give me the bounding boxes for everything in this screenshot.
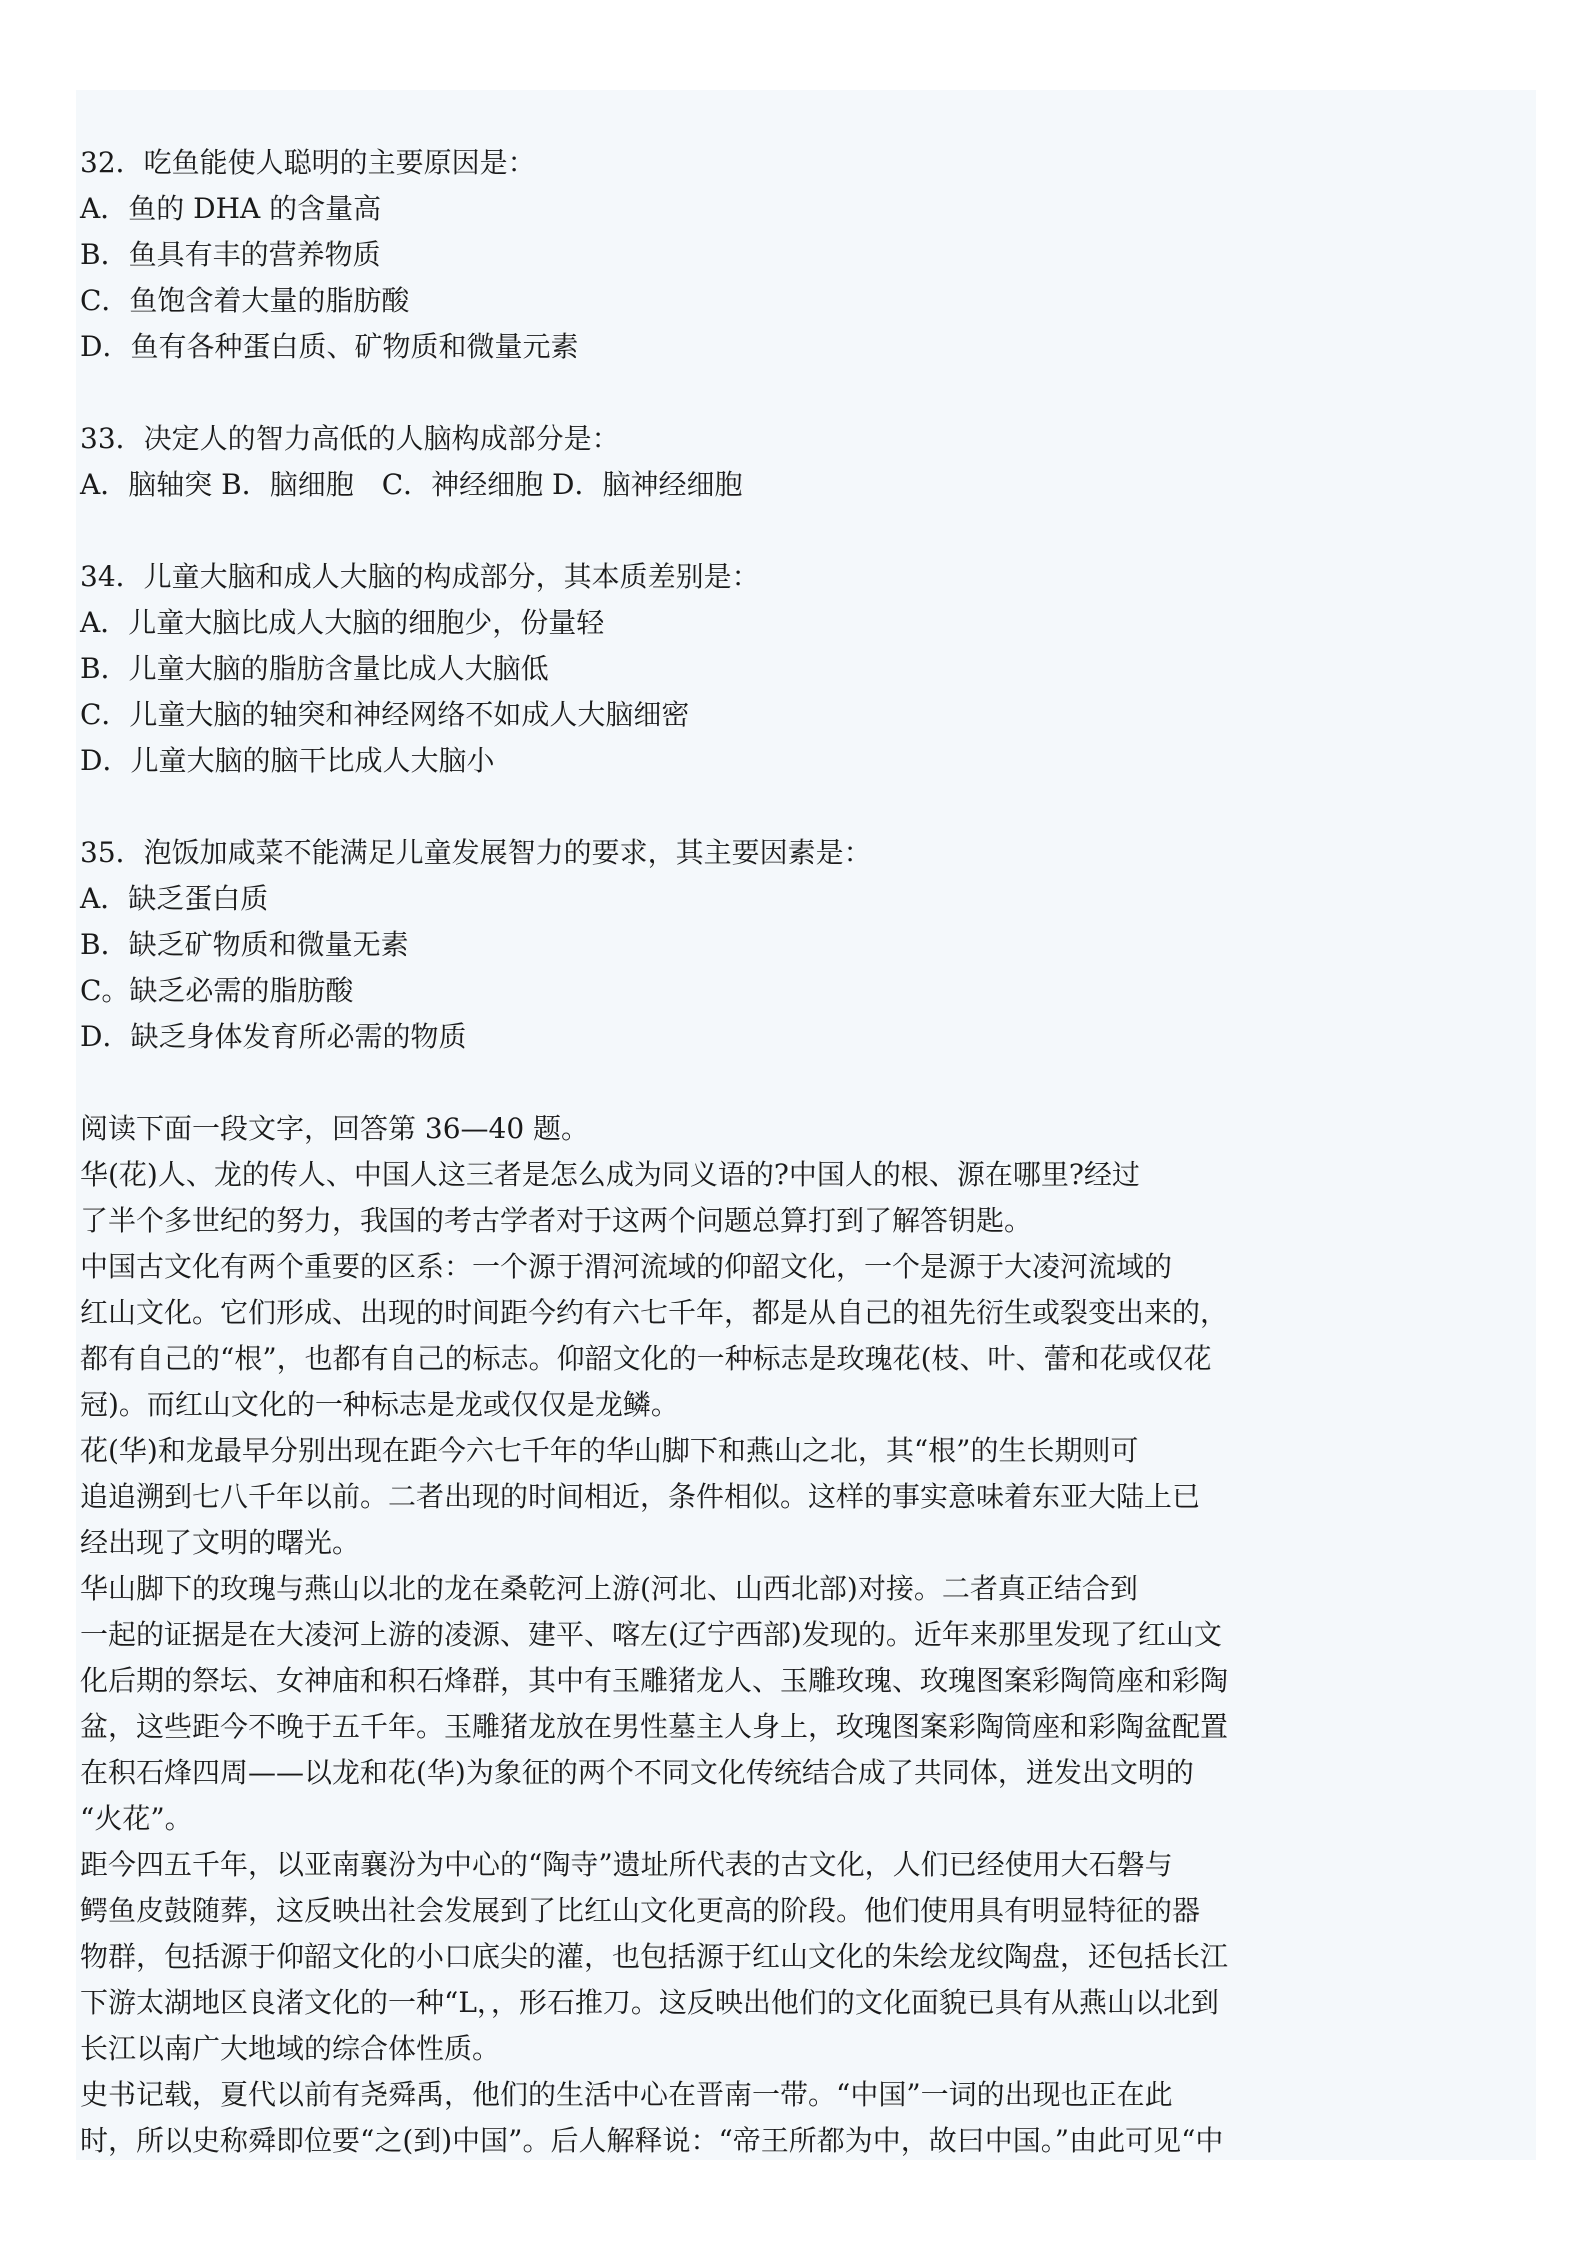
question-35 — [80, 830, 1460, 1060]
spacer — [80, 784, 1460, 830]
passage-line: 距今四五千年，以亚南襄汾为中心的“陶寺”遗址所代表的古文化，人们已经使用大石磐与 — [80, 1848, 1173, 1881]
passage-line: 红山文化。它们形成、出现的时间距今约有六七千年，都是从自己的祖先衍生或裂变出来的， — [80, 1296, 1229, 1329]
passage-line: 鳄鱼皮鼓随葬，这反映出社会发展到了比红山文化更高的阶段。他们使用具有明显特征的器 — [80, 1894, 1201, 1927]
passage-line: 化后期的祭坛、女神庙和积石烽群，其中有玉雕猪龙人、玉雕玫瑰、玫瑰图案彩陶筒座和彩陶 — [80, 1664, 1229, 1697]
options-line: A．脑轴突 B．脑细胞 C．神经细胞 D．脑神经细胞 — [80, 468, 743, 501]
passage-line: 时，所以史称舜即位要“之(到)中国”。后人解释说：“帝王所都为中，故曰中国。”由此可见“中 — [80, 2124, 1224, 2157]
spacer — [80, 1060, 1460, 1106]
option-a: A．儿童大脑比成人大脑的细胞少，份量轻 — [80, 606, 605, 639]
option-b: B．儿童大脑的脂肪含量比成人大脑低 — [80, 652, 549, 685]
question-33 — [80, 416, 1460, 508]
passage-line: 盆，这些距今不晚于五千年。玉雕猪龙放在男性墓主人身上，玫瑰图案彩陶筒座和彩陶盆配置 — [80, 1710, 1229, 1743]
question-stem: 35．泡饭加咸菜不能满足儿童发展智力的要求，其主要因素是： — [80, 836, 872, 869]
passage-line: 经出现了文明的曙光。 — [80, 1526, 361, 1559]
document-body — [80, 140, 1460, 2164]
passage-line: 中国古文化有两个重要的区系：一个源于渭河流域的仰韶文化，一个是源于大凌河流域的 — [80, 1250, 1173, 1283]
passage-line: 花(华)和龙最早分别出现在距今六七千年的华山脚下和燕山之北，其“根”的生长期则可 — [80, 1434, 1139, 1467]
passage-line: 长江以南广大地域的综合体性质。 — [80, 2032, 501, 2065]
option-c: C．儿童大脑的轴突和神经网络不如成人大脑细密 — [80, 698, 690, 731]
passage-line: 下游太湖地区良渚文化的一种“L，，形石推刀。这反映出他们的文化面貌已具有从燕山以北到 — [80, 1986, 1219, 2019]
spacer — [80, 370, 1460, 416]
passage-line: 物群，包括源于仰韶文化的小口底尖的灌，也包括源于红山文化的朱绘龙纹陶盘，还包括长江 — [80, 1940, 1229, 1973]
question-stem: 33．决定人的智力高低的人脑构成部分是： — [80, 422, 620, 455]
option-a: A．鱼的 DHA 的含量高 — [80, 192, 382, 225]
passage-line: 了半个多世纪的努力，我国的考古学者对于这两个问题总算打到了解答钥匙。 — [80, 1204, 1033, 1237]
passage-line: 追追溯到七八千年以前。二者出现的时间相近，条件相似。这样的事实意味着东亚大陆上已 — [80, 1480, 1201, 1513]
passage-line: 华山脚下的玫瑰与燕山以北的龙在桑乾河上游(河北、山西北部)对接。二者真正结合到 — [80, 1572, 1138, 1605]
option-d: D．儿童大脑的脑干比成人大脑小 — [80, 744, 495, 777]
option-b: B．鱼具有丰的营养物质 — [80, 238, 381, 271]
passage-line: “火花”。 — [80, 1802, 193, 1835]
passage-line: 史书记载，夏代以前有尧舜禹，他们的生活中心在晋南一带。“中国”一词的出现也正在此 — [80, 2078, 1173, 2111]
option-a: A．缺乏蛋白质 — [80, 882, 269, 915]
passage-line: 在积石烽四周——以龙和花(华)为象征的两个不同文化传统结合成了共同体，迸发出文明的 — [80, 1756, 1194, 1789]
question-stem: 32．吃鱼能使人聪明的主要原因是： — [80, 146, 536, 179]
option-c: C。缺乏必需的脂肪酸 — [80, 974, 354, 1007]
option-b: B．缺乏矿物质和微量无素 — [80, 928, 409, 961]
passage-line: 冠)。而红山文化的一种标志是龙或仅仅是龙鳞。 — [80, 1388, 679, 1421]
option-d: D．鱼有各种蛋白质、矿物质和微量元素 — [80, 330, 579, 363]
passage-line: 一起的证据是在大凌河上游的凌源、建平、喀左(辽宁西部)发现的。近年来那里发现了红山文 — [80, 1618, 1222, 1651]
spacer — [80, 508, 1460, 554]
passage-line: 都有自己的“根”，也都有自己的标志。仰韶文化的一种标志是玫瑰花(枝、叶、蕾和花或仅花 — [80, 1342, 1212, 1375]
question-32 — [80, 140, 1460, 370]
option-d: D．缺乏身体发育所必需的物质 — [80, 1020, 467, 1053]
question-34 — [80, 554, 1460, 784]
option-c: C．鱼饱含着大量的脂肪酸 — [80, 284, 410, 317]
reading-passage — [80, 1106, 1460, 2164]
passage-line: 华(花)人、龙的传人、中国人这三者是怎么成为同义语的?中国人的根、源在哪里?经过 — [80, 1158, 1140, 1191]
passage-intro: 阅读下面一段文字，回答第 36—40 题。 — [80, 1112, 590, 1145]
question-stem: 34．儿童大脑和成人大脑的构成部分，其本质差别是： — [80, 560, 760, 593]
